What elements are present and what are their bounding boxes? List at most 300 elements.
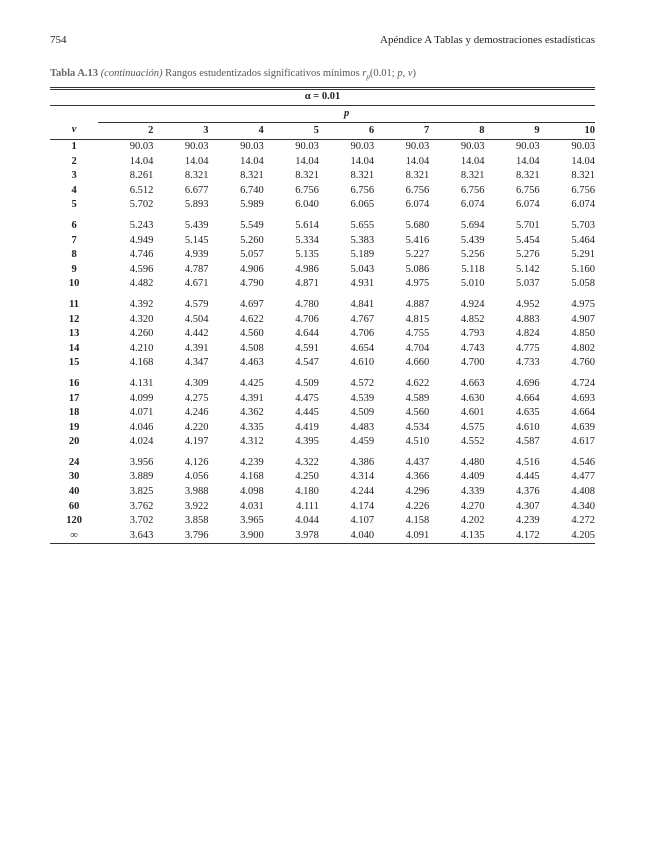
table-cell: 5.334 xyxy=(295,234,319,246)
nu-value: 24 xyxy=(68,456,80,468)
table-cell: 4.391 xyxy=(184,342,209,354)
table-cell: 4.091 xyxy=(374,529,429,544)
table-cell: 6.756 xyxy=(516,184,540,196)
table-cell: 4.272 xyxy=(571,515,595,527)
table-cell: 90.03 xyxy=(350,141,375,152)
table-cell: 5.549 xyxy=(240,219,264,231)
table-cell: 4.516 xyxy=(516,456,540,468)
table-cell: 8.321 xyxy=(405,170,430,182)
table-row xyxy=(50,292,595,313)
nu-value: 8 xyxy=(71,249,77,261)
table-cell: 3.900 xyxy=(209,529,264,544)
table-cell: 4.339 xyxy=(460,486,485,498)
table-cell: 6.740 xyxy=(240,184,264,196)
table-cell: 4.852 xyxy=(460,313,485,325)
column-header: 5 xyxy=(264,123,319,140)
table-cell: 5.037 xyxy=(516,278,540,290)
args-pre: (0.01; xyxy=(369,68,398,79)
table-cell: 8.321 xyxy=(571,170,595,182)
running-head: Apéndice A Tablas y demostraciones estadísticas xyxy=(380,34,595,46)
table-cell: 4.591 xyxy=(295,342,319,354)
table-cell: 14.04 xyxy=(129,155,154,167)
table-cell: 5.703 xyxy=(571,219,595,231)
table-cell: 4.610 xyxy=(350,357,375,369)
table-cell: 4.044 xyxy=(295,515,319,527)
table-row xyxy=(50,406,595,421)
table-cell: 4.601 xyxy=(460,407,485,419)
table-cell: 4.671 xyxy=(184,278,209,290)
table-cell: 4.477 xyxy=(571,471,595,483)
table-cell: 4.250 xyxy=(295,471,319,483)
table-row xyxy=(50,184,595,199)
table-cell: 4.654 xyxy=(350,342,375,354)
table-cell: 14.04 xyxy=(184,155,209,167)
table-cell: 4.244 xyxy=(350,486,375,498)
table-cell: 4.340 xyxy=(571,500,595,512)
table-cell: 4.099 xyxy=(129,392,154,404)
table-cell: 5.655 xyxy=(350,219,375,231)
table-cell: 4.197 xyxy=(184,436,209,448)
table-cell: 4.174 xyxy=(350,500,375,512)
table-cell: 3.858 xyxy=(184,515,209,527)
table-cell: 4.704 xyxy=(405,342,430,354)
table-cell: 4.547 xyxy=(295,357,319,369)
table-cell: 6.756 xyxy=(405,184,430,196)
table-cell: 4.560 xyxy=(405,407,430,419)
continued-note: (continuación) xyxy=(100,68,163,79)
table-cell: 3.922 xyxy=(184,500,209,512)
table-cell: 4.509 xyxy=(350,407,375,419)
table-cell: 5.454 xyxy=(516,234,540,246)
table-cell: 6.512 xyxy=(129,184,154,196)
table-cell: 4.850 xyxy=(571,328,595,340)
table-body xyxy=(50,140,595,544)
table-cell: 4.111 xyxy=(296,500,319,512)
table-cell: 4.408 xyxy=(571,486,595,498)
table-row xyxy=(50,248,595,263)
table-cell: 5.416 xyxy=(405,234,430,246)
table-cell: 4.706 xyxy=(350,328,375,340)
table-cell: 4.635 xyxy=(516,407,540,419)
table-cell: 4.887 xyxy=(405,298,430,310)
table-cell: 4.534 xyxy=(405,421,430,433)
table-cell: 4.172 xyxy=(484,529,539,544)
table-cell: 4.693 xyxy=(571,392,595,404)
table-cell: 6.074 xyxy=(460,199,485,211)
table-cell: 4.056 xyxy=(184,471,209,483)
nu-value: 18 xyxy=(68,407,80,419)
nu-value: 1 xyxy=(71,141,77,152)
nu-value: 16 xyxy=(68,377,80,389)
table-cell: 90.03 xyxy=(184,141,209,152)
table-cell: 4.220 xyxy=(184,421,209,433)
table-row xyxy=(50,529,595,544)
table-cell: 5.702 xyxy=(129,199,154,211)
table-cell: 14.04 xyxy=(295,155,319,167)
table-cell: 6.040 xyxy=(295,199,319,211)
nu-header: v xyxy=(50,123,98,140)
args-nu: v xyxy=(407,68,413,79)
table-row xyxy=(50,514,595,529)
table-cell: 4.504 xyxy=(184,313,209,325)
table-cell: 4.975 xyxy=(571,298,595,310)
table-cell: 4.158 xyxy=(405,515,430,527)
table-cell: 5.227 xyxy=(405,249,430,261)
table-cell: 4.168 xyxy=(240,471,264,483)
nu-value: 4 xyxy=(71,184,77,196)
table-title: Rangos estudentizados significativos mínimos xyxy=(165,68,360,79)
table-row xyxy=(50,342,595,357)
table-cell: 4.312 xyxy=(240,436,264,448)
table-row xyxy=(50,155,595,170)
table-row xyxy=(50,485,595,500)
table-cell: 5.614 xyxy=(295,219,319,231)
table-cell: 8.321 xyxy=(350,170,375,182)
table-cell: 90.03 xyxy=(460,141,485,152)
table-cell: 5.086 xyxy=(405,263,430,275)
table-cell: 4.131 xyxy=(129,377,154,389)
column-header: 4 xyxy=(209,123,264,140)
table-cell: 4.040 xyxy=(319,529,374,544)
table-cell: 3.825 xyxy=(129,486,154,498)
args-mid: , xyxy=(402,68,408,79)
table-cell: 4.700 xyxy=(460,357,485,369)
table-cell: 8.321 xyxy=(516,170,540,182)
table-cell: 4.071 xyxy=(129,407,154,419)
table-cell: 4.664 xyxy=(516,392,540,404)
table-cell: 4.767 xyxy=(350,313,375,325)
column-header: 8 xyxy=(429,123,484,140)
table-cell: 4.589 xyxy=(405,392,430,404)
table-cell: 14.04 xyxy=(350,155,375,167)
table-row xyxy=(50,371,595,392)
table-cell: 14.04 xyxy=(460,155,485,167)
table-cell: 14.04 xyxy=(516,155,540,167)
table-cell: 3.978 xyxy=(264,529,319,544)
table-cell: 4.560 xyxy=(240,328,264,340)
table-cell: 4.724 xyxy=(571,377,595,389)
table-row xyxy=(50,169,595,184)
table-cell: 4.697 xyxy=(240,298,264,310)
column-header: 3 xyxy=(153,123,208,140)
table-cell: 5.256 xyxy=(460,249,485,261)
table-cell: 4.419 xyxy=(295,421,319,433)
table-cell: 4.445 xyxy=(295,407,319,419)
table-cell: 5.243 xyxy=(129,219,154,231)
table-cell: 4.475 xyxy=(295,392,319,404)
nu-value: 13 xyxy=(68,328,80,340)
table-cell: 4.660 xyxy=(405,357,430,369)
table-row xyxy=(50,213,595,234)
table-cell: 4.539 xyxy=(350,392,375,404)
page-header xyxy=(50,34,595,48)
nu-value: ∞ xyxy=(50,529,98,544)
table-cell: 90.03 xyxy=(129,141,154,152)
p-header: p xyxy=(98,106,595,123)
table-cell: 8.321 xyxy=(460,170,485,182)
table-cell: 4.180 xyxy=(295,486,319,498)
table-cell: 4.309 xyxy=(184,377,209,389)
nu-value: 30 xyxy=(68,471,80,483)
table-cell: 90.03 xyxy=(571,141,595,152)
table-cell: 3.988 xyxy=(184,486,209,498)
table-cell: 4.239 xyxy=(516,515,540,527)
table-cell: 4.425 xyxy=(240,377,264,389)
table-cell: 4.952 xyxy=(516,298,540,310)
table-cell: 14.04 xyxy=(571,155,595,167)
table-cell: 5.383 xyxy=(350,234,375,246)
nu-value: 6 xyxy=(71,219,77,231)
table-cell: 4.335 xyxy=(240,421,264,433)
table-cell: 4.307 xyxy=(516,500,540,512)
table-cell: 5.043 xyxy=(350,263,375,275)
nu-value: 60 xyxy=(68,500,80,512)
table-cell: 4.746 xyxy=(129,249,154,261)
table-cell: 5.464 xyxy=(571,234,595,246)
table-cell: 4.949 xyxy=(129,234,154,246)
table-row xyxy=(50,140,595,155)
table-cell: 4.939 xyxy=(184,249,209,261)
table-cell: 4.824 xyxy=(516,328,540,340)
table-cell: 8.261 xyxy=(129,170,154,182)
table-cell: 4.975 xyxy=(405,278,430,290)
table-cell: 4.644 xyxy=(295,328,319,340)
table-cell: 4.483 xyxy=(350,421,375,433)
table-cell: 5.135 xyxy=(295,249,319,261)
table-cell: 4.787 xyxy=(184,263,209,275)
table-cell: 4.622 xyxy=(240,313,264,325)
page-number: 754 xyxy=(50,34,67,46)
table-cell: 4.596 xyxy=(129,263,154,275)
table-cell: 4.775 xyxy=(516,342,540,354)
table-cell: 5.989 xyxy=(240,199,264,211)
table-cell: 4.579 xyxy=(184,298,209,310)
table-cell: 5.893 xyxy=(184,199,209,211)
nu-value: 9 xyxy=(71,263,77,275)
table-cell: 4.482 xyxy=(129,278,154,290)
table-cell: 4.793 xyxy=(460,328,485,340)
table-cell: 4.733 xyxy=(516,357,540,369)
table-cell: 90.03 xyxy=(240,141,264,152)
table-cell: 4.463 xyxy=(240,357,264,369)
table-row xyxy=(50,435,595,450)
table-row xyxy=(50,450,595,471)
table-cell: 3.965 xyxy=(240,515,264,527)
table-cell: 4.986 xyxy=(295,263,319,275)
table-row xyxy=(50,327,595,342)
table-cell: 4.098 xyxy=(240,486,264,498)
nu-value: 10 xyxy=(68,278,80,290)
table-cell: 4.780 xyxy=(295,298,319,310)
table-cell: 6.756 xyxy=(460,184,485,196)
nu-value: 19 xyxy=(68,421,80,433)
table-cell: 4.391 xyxy=(240,392,264,404)
table-cell: 4.510 xyxy=(405,436,430,448)
table-row xyxy=(50,198,595,213)
table-cell: 3.796 xyxy=(153,529,208,544)
nu-value: 120 xyxy=(66,515,82,527)
table-cell: 6.756 xyxy=(350,184,375,196)
table-cell: 4.790 xyxy=(240,278,264,290)
table-cell: 4.445 xyxy=(516,471,540,483)
table-cell: 4.126 xyxy=(184,456,209,468)
table-row xyxy=(50,234,595,249)
table-cell: 4.296 xyxy=(405,486,430,498)
table-cell: 4.907 xyxy=(571,313,595,325)
table-cell: 5.058 xyxy=(571,278,595,290)
nu-value: 17 xyxy=(68,392,80,404)
r-subscript: p xyxy=(366,73,370,82)
table-cell: 5.694 xyxy=(460,219,485,231)
table-cell: 3.702 xyxy=(129,515,154,527)
table-cell: 4.239 xyxy=(240,456,264,468)
table-cell: 4.246 xyxy=(184,407,209,419)
table-cell: 6.074 xyxy=(405,199,430,211)
table-cell: 4.437 xyxy=(405,456,430,468)
table-cell: 3.762 xyxy=(129,500,154,512)
column-header: 10 xyxy=(540,123,595,140)
table-cell: 4.392 xyxy=(129,298,154,310)
table-cell: 90.03 xyxy=(516,141,540,152)
column-header: 6 xyxy=(319,123,374,140)
table-cell: 4.320 xyxy=(129,313,154,325)
table-cell: 4.572 xyxy=(350,377,375,389)
table-cell: 4.135 xyxy=(429,529,484,544)
table-cell: 4.630 xyxy=(460,392,485,404)
table-cell: 4.270 xyxy=(460,500,485,512)
table-cell: 4.480 xyxy=(460,456,485,468)
table-cell: 4.362 xyxy=(240,407,264,419)
nu-value: 15 xyxy=(68,357,80,369)
table-cell: 4.210 xyxy=(129,342,154,354)
table-cell: 4.610 xyxy=(516,421,540,433)
table-cell: 5.118 xyxy=(461,263,485,275)
table-cell: 4.883 xyxy=(516,313,540,325)
table-cell: 4.706 xyxy=(295,313,319,325)
table-cell: 4.802 xyxy=(571,342,595,354)
table-cell: 8.321 xyxy=(295,170,319,182)
table-row xyxy=(50,263,595,278)
alpha-header: α = 0.01 xyxy=(50,89,595,106)
table-cell: 4.024 xyxy=(129,436,154,448)
nu-value: 2 xyxy=(71,155,77,167)
table-cell: 4.552 xyxy=(460,436,485,448)
column-header: 9 xyxy=(484,123,539,140)
table-cell: 4.395 xyxy=(295,436,319,448)
nu-value: 12 xyxy=(68,313,80,325)
table-cell: 4.696 xyxy=(516,377,540,389)
table-cell: 4.168 xyxy=(129,357,154,369)
table-caption xyxy=(50,68,595,81)
table-cell: 4.760 xyxy=(571,357,595,369)
table-cell: 4.508 xyxy=(240,342,264,354)
table-row xyxy=(50,421,595,436)
table-cell: 4.815 xyxy=(405,313,430,325)
table-cell: 5.010 xyxy=(460,278,485,290)
nu-value: 7 xyxy=(71,234,77,246)
table-cell: 4.442 xyxy=(184,328,209,340)
table-cell: 4.386 xyxy=(350,456,375,468)
nu-value: 3 xyxy=(71,170,77,182)
table-cell: 5.189 xyxy=(350,249,375,261)
table-row xyxy=(50,470,595,485)
table-cell: 4.260 xyxy=(129,328,154,340)
table-cell: 4.617 xyxy=(571,436,595,448)
args-post: ) xyxy=(412,68,416,79)
table-cell: 5.439 xyxy=(184,219,209,231)
table-cell: 4.376 xyxy=(516,486,540,498)
table-cell: 4.664 xyxy=(571,407,595,419)
table-cell: 4.575 xyxy=(460,421,485,433)
table-cell: 4.347 xyxy=(184,357,209,369)
table-cell: 3.889 xyxy=(129,471,154,483)
table-cell: 4.205 xyxy=(540,529,595,544)
table-cell: 90.03 xyxy=(405,141,430,152)
table-cell: 5.260 xyxy=(240,234,264,246)
table-cell: 5.701 xyxy=(516,219,540,231)
column-header: 2 xyxy=(98,123,153,140)
nu-value: 5 xyxy=(71,199,77,211)
table-cell: 90.03 xyxy=(295,141,319,152)
table-cell: 14.04 xyxy=(405,155,430,167)
r-symbol: r xyxy=(362,68,367,79)
table-cell: 3.643 xyxy=(98,529,153,544)
table-cell: 4.509 xyxy=(295,377,319,389)
nu-value: 20 xyxy=(68,436,80,448)
table-cell: 4.314 xyxy=(350,471,375,483)
table-cell: 3.956 xyxy=(129,456,154,468)
table-cell: 4.202 xyxy=(460,515,485,527)
table-cell: 4.906 xyxy=(240,263,264,275)
table-cell: 8.321 xyxy=(184,170,209,182)
table-cell: 5.291 xyxy=(571,249,595,261)
table-cell: 4.622 xyxy=(405,377,430,389)
table-cell: 6.065 xyxy=(350,199,375,211)
table-cell: 6.074 xyxy=(571,199,595,211)
nu-value: 11 xyxy=(69,298,80,310)
table-cell: 4.639 xyxy=(571,421,595,433)
table-row xyxy=(50,392,595,407)
table-cell: 5.145 xyxy=(184,234,209,246)
table-cell: 6.756 xyxy=(295,184,319,196)
table-cell: 8.321 xyxy=(240,170,264,182)
table-cell: 4.931 xyxy=(350,278,375,290)
nu-value: 40 xyxy=(68,486,80,498)
table-cell: 5.057 xyxy=(240,249,264,261)
table-cell: 6.074 xyxy=(516,199,540,211)
table-cell: 4.924 xyxy=(460,298,485,310)
studentized-range-table xyxy=(50,87,595,544)
table-row xyxy=(50,500,595,515)
table-cell: 4.663 xyxy=(460,377,485,389)
table-cell: 4.587 xyxy=(516,436,540,448)
table-cell: 4.546 xyxy=(571,456,595,468)
table-cell: 14.04 xyxy=(240,155,264,167)
args-p: p xyxy=(397,68,403,79)
table-cell: 4.366 xyxy=(405,471,430,483)
table-cell: 5.160 xyxy=(571,263,595,275)
table-cell: 5.680 xyxy=(405,219,430,231)
table-cell: 4.459 xyxy=(350,436,375,448)
table-row xyxy=(50,277,595,292)
table-row xyxy=(50,313,595,328)
table-cell: 4.871 xyxy=(295,278,319,290)
table-cell: 4.841 xyxy=(350,298,375,310)
table-cell: 4.743 xyxy=(460,342,485,354)
nu-value: 14 xyxy=(68,342,80,354)
table-cell: 6.677 xyxy=(184,184,209,196)
column-header: 7 xyxy=(374,123,429,140)
